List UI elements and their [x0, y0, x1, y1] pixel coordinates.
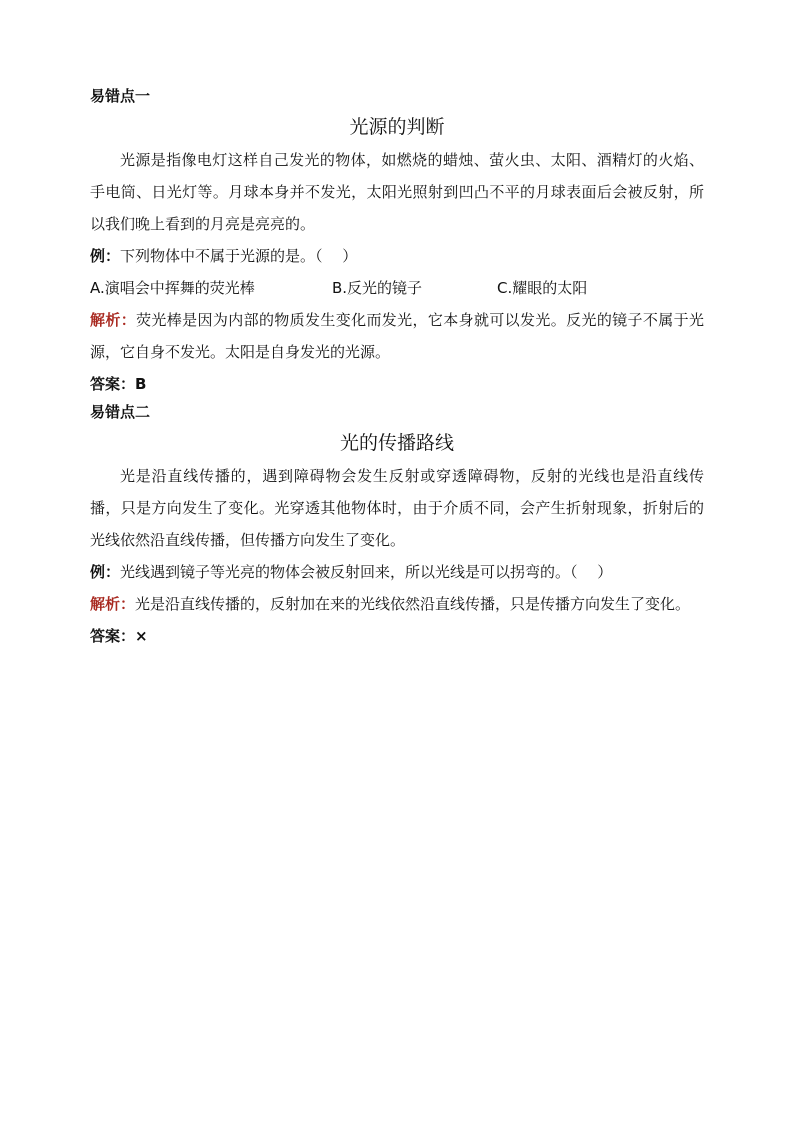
section1-example-tag: 例： — [90, 247, 121, 265]
section1-analysis-tag: 解析： — [90, 311, 137, 329]
section2-paragraph: 光是沿直线传播的，遇到障碍物会发生反射或穿透障碍物，反射的光线也是沿直线传播，只是方向发生了变化。光穿透其他物体时，由于介质不同，会产生折射现象，折射后的光线依然沿直线传播，但传播方向发生了变化。 — [90, 467, 704, 549]
section1-answer — [90, 368, 704, 400]
section1-title: 光源的判断 — [349, 116, 445, 138]
section1-answer-tag: 答案： — [90, 375, 136, 393]
section1-paragraph: 光源是指像电灯这样自己发光的物体，如燃烧的蜡烛、萤火虫、太阳、酒精灯的火焰、手电筒、日光灯等。月球本身并不发光，太阳光照射到凹凸不平的月球表面后会被反射，所以我们晚上看到的月亮是亮亮的。 — [90, 151, 704, 233]
section2-example — [90, 556, 704, 588]
option-b: B.反光的镜子 — [332, 279, 423, 297]
section1-label: 易错点一 — [90, 87, 151, 105]
section2-title: 光的传播路线 — [339, 432, 454, 454]
section1-answer-text: B — [135, 375, 147, 393]
option-a: A.演唱会中挥舞的荧光棒 — [90, 279, 255, 297]
section2-answer — [90, 620, 704, 652]
section2-label: 易错点二 — [90, 403, 151, 421]
section2-answer-tag: 答案： — [90, 627, 136, 645]
section1-example-text: 下列物体中不属于光源的是。（ ） — [120, 247, 358, 265]
section1-analysis-text: 荧光棒是因为内部的物质发生变化而发光，它本身就可以发光。反光的镜子不属于光源，它自身不发光。太阳是自身发光的光源。 — [90, 311, 704, 361]
option-c: C.耀眼的太阳 — [497, 279, 588, 297]
section2-analysis-tag: 解析： — [90, 595, 136, 613]
section2-example-tag: 例： — [90, 563, 121, 581]
section1-options — [90, 272, 704, 304]
section1-example — [90, 240, 704, 272]
section2-analysis-text: 光是沿直线传播的，反射加在来的光线依然沿直线传播，只是传播方向发生了变化。 — [135, 595, 691, 613]
section2-analysis — [90, 588, 704, 620]
section2-answer-text: × — [135, 627, 148, 645]
section2-example-text: 光线遇到镜子等光亮的物体会被反射回来，所以光线是可以拐弯的。（ ） — [120, 563, 613, 581]
section1-analysis — [90, 304, 704, 368]
